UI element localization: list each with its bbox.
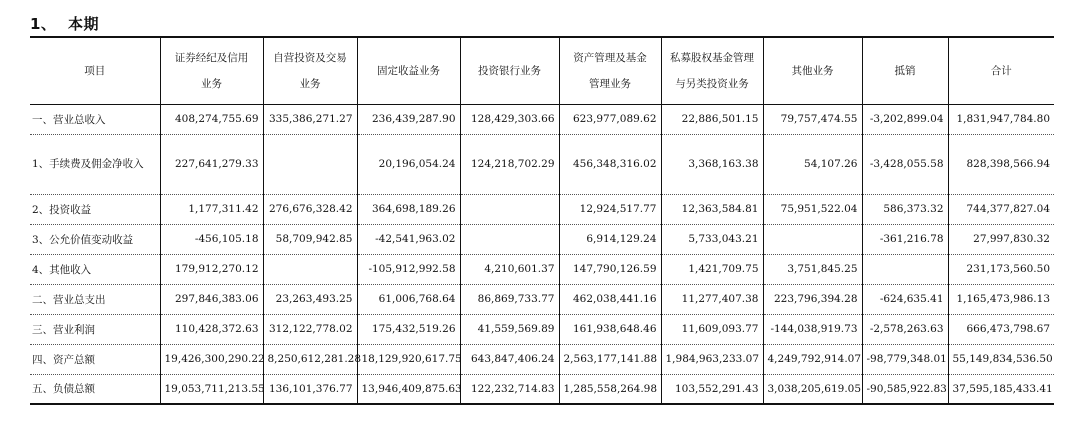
section-number: 1、 [30, 15, 57, 33]
cell-value: -361,216.78 [862, 224, 948, 254]
row-label: 三、营业利润 [30, 314, 160, 344]
table-row [30, 254, 1054, 284]
cell-value: 828,398,566.94 [948, 134, 1054, 194]
cell-value: 586,373.32 [862, 194, 948, 224]
cell-value: 1,831,947,784.80 [948, 104, 1054, 134]
header-private-equity [661, 37, 763, 104]
cell-value: 1,421,709.75 [661, 254, 763, 284]
cell-value: 11,277,407.38 [661, 284, 763, 314]
cell-value: 223,796,394.28 [763, 284, 862, 314]
cell-value: 179,912,270.12 [160, 254, 263, 284]
cell-value [263, 254, 357, 284]
cell-value: 122,232,714.83 [460, 374, 559, 404]
cell-value: 58,709,942.85 [263, 224, 357, 254]
header-total: 合计 [948, 37, 1054, 104]
cell-value: 41,559,569.89 [460, 314, 559, 344]
cell-value: 54,107.26 [763, 134, 862, 194]
table-row [30, 284, 1054, 314]
header-proprietary [263, 37, 357, 104]
cell-value: 136,101,376.77 [263, 374, 357, 404]
cell-value: 19,053,711,213.55 [160, 374, 263, 404]
cell-value: 231,173,560.50 [948, 254, 1054, 284]
cell-value: 161,938,648.46 [559, 314, 661, 344]
cell-value: 13,946,409,875.63 [357, 374, 460, 404]
cell-value: 297,846,383.06 [160, 284, 263, 314]
cell-value: 1,177,311.42 [160, 194, 263, 224]
cell-value: 61,006,768.64 [357, 284, 460, 314]
header-row [30, 37, 1054, 104]
header-item: 项目 [30, 37, 160, 104]
cell-value: -3,428,055.58 [862, 134, 948, 194]
cell-value [460, 194, 559, 224]
cell-value: 364,698,189.26 [357, 194, 460, 224]
cell-value: 462,038,441.16 [559, 284, 661, 314]
row-label: 二、营业总支出 [30, 284, 160, 314]
cell-value: 175,432,519.26 [357, 314, 460, 344]
cell-value: 276,676,328.42 [263, 194, 357, 224]
cell-value: 1,984,963,233.07 [661, 344, 763, 374]
table-row [30, 374, 1054, 404]
table-row [30, 104, 1054, 134]
cell-value: 79,757,474.55 [763, 104, 862, 134]
row-label: 一、营业总收入 [30, 104, 160, 134]
header-private-equity-line1: 私募股权基金管理 [670, 51, 754, 64]
cell-value: 5,733,043.21 [661, 224, 763, 254]
header-elimination: 抵销 [862, 37, 948, 104]
cell-value: 124,218,702.29 [460, 134, 559, 194]
cell-value: 128,429,303.66 [460, 104, 559, 134]
table-row [30, 134, 1054, 194]
cell-value: 11,609,093.77 [661, 314, 763, 344]
table-row [30, 224, 1054, 254]
cell-value: -90,585,922.83 [862, 374, 948, 404]
cell-value: 147,790,126.59 [559, 254, 661, 284]
row-label: 3、公允价值变动收益 [30, 224, 160, 254]
header-proprietary-line1: 自营投资及交易 [273, 51, 347, 64]
cell-value: -456,105.18 [160, 224, 263, 254]
table-row [30, 314, 1054, 344]
cell-value: 744,377,827.04 [948, 194, 1054, 224]
table-row [30, 344, 1054, 374]
cell-value: 12,363,584.81 [661, 194, 763, 224]
section-heading [30, 13, 99, 34]
cell-value: 103,552,291.43 [661, 374, 763, 404]
header-proprietary-line2: 业务 [299, 77, 321, 90]
cell-value: 312,122,778.02 [263, 314, 357, 344]
cell-value [862, 254, 948, 284]
header-investment-banking: 投资银行业务 [460, 37, 559, 104]
header-brokerage-line1: 证券经纪及信用 [174, 51, 249, 64]
cell-value: 75,951,522.04 [763, 194, 862, 224]
cell-value: 27,997,830.32 [948, 224, 1054, 254]
cell-value: -105,912,992.58 [357, 254, 460, 284]
cell-value [763, 224, 862, 254]
cell-value: 1,285,558,264.98 [559, 374, 661, 404]
row-label: 四、资产总额 [30, 344, 160, 374]
header-asset-management [559, 37, 661, 104]
header-brokerage [160, 37, 263, 104]
row-label: 4、其他收入 [30, 254, 160, 284]
segment-report-table [30, 36, 1054, 405]
cell-value: 12,924,517.77 [559, 194, 661, 224]
header-fixed-income: 固定收益业务 [357, 37, 460, 104]
header-asset-management-line1: 资产管理及基金 [573, 51, 647, 64]
cell-value: 643,847,406.24 [460, 344, 559, 374]
cell-value: 3,751,845.25 [763, 254, 862, 284]
cell-value: -98,779,348.01 [862, 344, 948, 374]
cell-value: 55,149,834,536.50 [948, 344, 1054, 374]
cell-value: 20,196,054.24 [357, 134, 460, 194]
row-label: 五、负债总额 [30, 374, 160, 404]
section-title: 本期 [68, 15, 100, 33]
cell-value: 623,977,089.62 [559, 104, 661, 134]
header-private-equity-line2: 与另类投资业务 [675, 77, 749, 90]
cell-value: 3,038,205,619.05 [763, 374, 862, 404]
cell-value: 23,263,493.25 [263, 284, 357, 314]
cell-value: 110,428,372.63 [160, 314, 263, 344]
cell-value: -42,541,963.02 [357, 224, 460, 254]
cell-value: 456,348,316.02 [559, 134, 661, 194]
header-brokerage-line2: 业务 [201, 77, 222, 90]
row-label [30, 134, 160, 194]
cell-value: 227,641,279.33 [160, 134, 263, 194]
cell-value: -624,635.41 [862, 284, 948, 314]
cell-value [460, 224, 559, 254]
cell-value: 6,914,129.24 [559, 224, 661, 254]
cell-value: 236,439,287.90 [357, 104, 460, 134]
cell-value: -144,038,919.73 [763, 314, 862, 344]
cell-value: -3,202,899.04 [862, 104, 948, 134]
cell-value: 2,563,177,141.88 [559, 344, 661, 374]
cell-value: 1,165,473,986.13 [948, 284, 1054, 314]
cell-value: 4,249,792,914.07 [763, 344, 862, 374]
cell-value: -2,578,263.63 [862, 314, 948, 344]
table-row [30, 194, 1054, 224]
cell-value: 4,210,601.37 [460, 254, 559, 284]
cell-value: 8,250,612,281.28 [263, 344, 357, 374]
cell-value: 3,368,163.38 [661, 134, 763, 194]
row-label-text: 1、手续费及佣金净收入 [32, 157, 144, 170]
cell-value: 37,595,185,433.41 [948, 374, 1054, 404]
cell-value: 86,869,733.77 [460, 284, 559, 314]
cell-value: 335,386,271.27 [263, 104, 357, 134]
cell-value: 408,274,755.69 [160, 104, 263, 134]
cell-value: 19,426,300,290.22 [160, 344, 263, 374]
header-asset-management-line2: 管理业务 [589, 77, 631, 90]
row-label: 2、投资收益 [30, 194, 160, 224]
cell-value: 18,129,920,617.75 [357, 344, 460, 374]
cell-value: 666,473,798.67 [948, 314, 1054, 344]
header-other: 其他业务 [763, 37, 862, 104]
cell-value [263, 134, 357, 194]
cell-value: 22,886,501.15 [661, 104, 763, 134]
